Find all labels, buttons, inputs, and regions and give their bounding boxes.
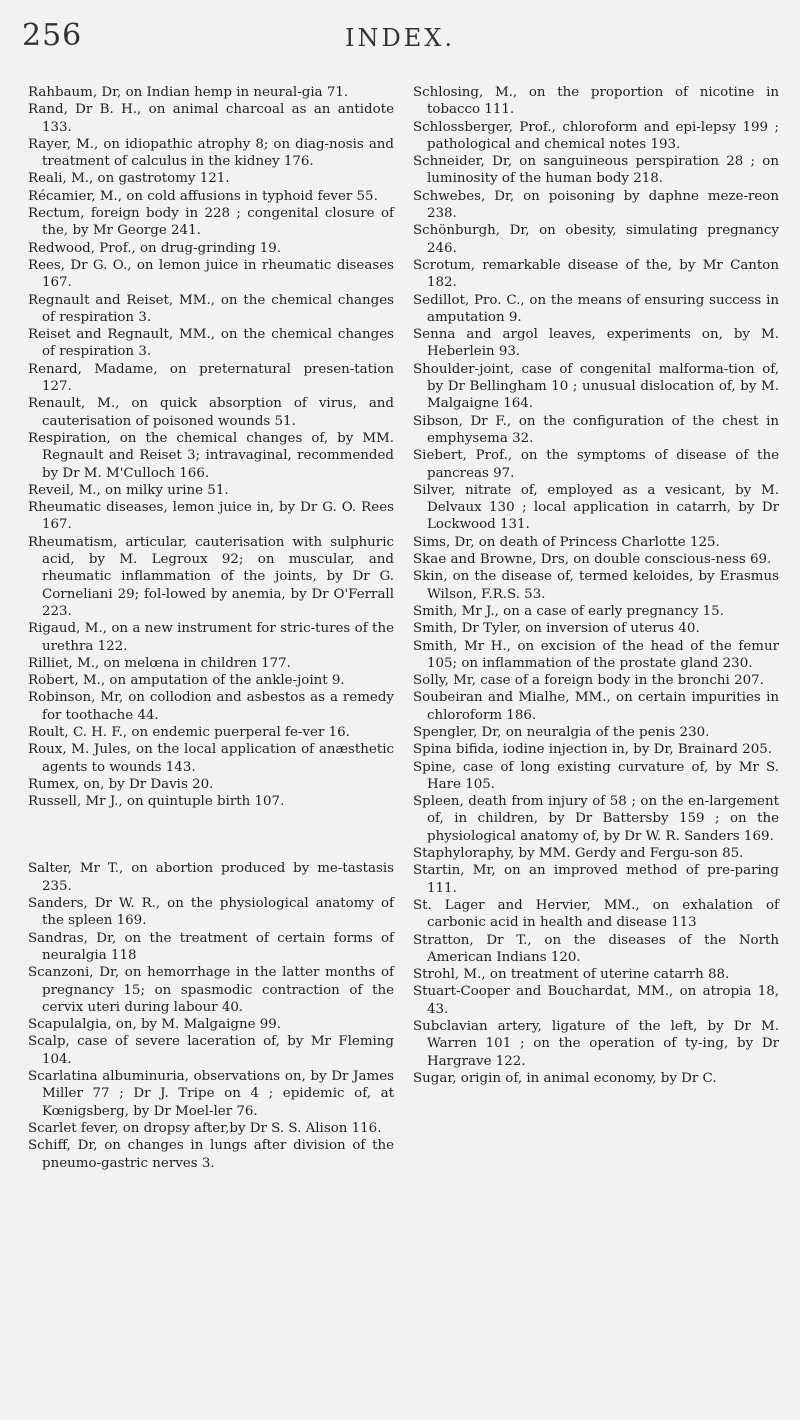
index-entry: Sibson, Dr F., on the configuration of the chest in emphysema 32. (413, 413, 779, 446)
index-entry: Reveil, M., on milky urine 51. (28, 482, 229, 498)
index-entry: Soubeiran and Mialhe, MM., on certain impurities in chloroform 186. (413, 690, 779, 723)
index-entry: Rilliet, M., on melœna in children 177. (28, 655, 291, 671)
index-entry: Schiff, Dr, on changes in lungs after division of the pneumo-gastric nerves 3. (28, 1138, 394, 1171)
index-entry: Spleen, death from injury of 58 ; on the en-largement of, in children, by Dr Battersby 159 ; on the physiological anatomy of, by Dr W. R. Sanders 169. (413, 794, 779, 844)
running-head: INDEX. (345, 24, 455, 52)
index-entry: Reiset and Regnault, MM., on the chemical changes of respiration 3. (28, 327, 394, 360)
left-column-s-entries (28, 860, 394, 1171)
index-entry: Scrotum, remarkable disease of the, by Mr Canton 182. (413, 257, 779, 291)
index-entry: Redwood, Prof., on drug-grinding 19. (28, 240, 282, 256)
index-entry: Schneider, Dr, on sanguineous perspiration 28 ; on luminosity of the human body 218. (413, 154, 779, 187)
index-entry: Reali, M., on gastrotomy 121. (28, 171, 230, 187)
index-entry: Schlossberger, Prof., chloroform and epi-lepsy 199 ; pathological and chemical notes 193. (413, 119, 779, 152)
index-entry: Schönburgh, Dr, on obesity, simulating pregnancy 246. (413, 223, 779, 256)
index-entry: Shoulder-joint, case of congenital malforma-tion of, by Dr Bellingham 10 ; unusual dislocation of, by M. Malgaigne 164. (413, 361, 779, 412)
index-entry: Rheumatic diseases, lemon juice in, by Dr G. O. Rees 167. (28, 500, 394, 533)
index-entry: Rees, Dr G. O., on lemon juice in rheumatic diseases 167. (28, 257, 394, 291)
index-entry: Spine, case of long existing curvature of, by Mr S. Hare 105. (413, 759, 779, 792)
index-entry: Senna and argol leaves, experiments on, by M. Heberlein 93. (413, 327, 779, 360)
index-entry: Rumex, on, by Dr Davis 20. (28, 776, 214, 792)
index-entry: Scarlet fever, on dropsy after,by Dr S. S. Alison 116. (28, 1120, 382, 1136)
index-entry: Roux, M. Jules, on the local application of anæsthetic agents to wounds 143. (28, 742, 394, 775)
left-column (28, 84, 394, 1172)
left-column-r-entries (28, 84, 394, 810)
index-entry: Smith, Mr H., on excision of the head of the femur 105; on inflammation of the prostate gland 230. (413, 638, 779, 671)
index-entry: Rayer, M., on idiopathic atrophy 8; on diag-nosis and treatment of calculus in the kidney 176. (28, 136, 394, 170)
index-entry: Rectum, foreign body in 228 ; congenital closure of the, by Mr George 241. (28, 206, 394, 239)
index-entry: Strohl, M., on treatment of uterine catarrh 88. (413, 967, 730, 983)
index-entry: Scarlatina albuminuria, observations on, by Dr James Miller 77 ; Dr J. Tripe on 4 ; epidemic of, at Kœnigsberg, by Dr Moel-ler 76. (28, 1069, 394, 1119)
page-number: 256 (22, 18, 83, 53)
index-entry: Salter, Mr T., on abortion produced by me-tastasis 235. (28, 861, 394, 894)
index-entry: Russell, Mr J., on quintuple birth 107. (28, 794, 285, 810)
index-entry: Respiration, on the chemical changes of, by MM. Regnault and Reiset 3; intravaginal, recommended by Dr M. M'Culloch 166. (28, 430, 394, 481)
index-entry: Renault, M., on quick absorption of virus, and cauterisation of poisoned wounds 51. (28, 396, 394, 429)
index-entry: Robert, M., on amputation of the ankle-joint 9. (28, 673, 345, 689)
index-entry: Sedillot, Pro. C., on the means of ensuring success in amputation 9. (413, 292, 779, 325)
index-entry: Renard, Madame, on preternatural presen-tation 127. (28, 361, 394, 395)
index-entry: Stuart-Cooper and Bouchardat, MM., on atropia 18, 43. (413, 984, 779, 1017)
index-entry: Regnault and Reiset, MM., on the chemical changes of respiration 3. (28, 292, 394, 325)
index-entry: Rheumatism, articular, cauterisation with sulphuric acid, by M. Legroux 92; on muscular, and rheumatic inflammation of the joints, by Dr G. Corneliani 29; fol-lowed by anemia, by Dr O'Ferrall 223. (28, 534, 394, 619)
right-column-entries (413, 84, 779, 1087)
index-entry: Staphyloraphy, by MM. Gerdy and Fergu-son 85. (413, 846, 744, 862)
index-entry: Scalp, case of severe laceration of, by Mr Fleming 104. (28, 1034, 394, 1067)
index-entry: Solly, Mr, case of a foreign body in the bronchi 207. (413, 673, 764, 689)
index-entry: Silver, nitrate of, employed as a vesicant, by M. Delvaux 130 ; local application in catarrh, by Dr Lockwood 131. (413, 482, 779, 533)
index-entry: Spina bifida, iodine injection in, by Dr, Brainard 205. (413, 742, 772, 758)
index-entry: Skae and Browne, Drs, on double conscious-ness 69. (413, 552, 772, 568)
index-entry: Spengler, Dr, on neuralgia of the penis 230. (413, 724, 710, 740)
index-entry: Rand, Dr B. H., on animal charcoal as an antidote 133. (28, 102, 394, 135)
index-entry: St. Lager and Hervier, MM., on exhalation of carbonic acid in health and disease 113 (413, 897, 779, 931)
index-entry: Sanders, Dr W. R., on the physiological anatomy of the spleen 169. (28, 896, 394, 929)
index-entry: Sandras, Dr, on the treatment of certain forms of neuralgia 118 (28, 930, 394, 963)
index-entry: Rahbaum, Dr, on Indian hemp in neural-gia 71. (28, 85, 349, 100)
index-entry: Sugar, origin of, in animal economy, by Dr C. (413, 1070, 717, 1086)
index-entry: Roult, C. H. F., on endemic puerperal fe-ver 16. (28, 724, 350, 740)
index-entry: Smith, Mr J., on a case of early pregnancy 15. (413, 603, 724, 619)
index-entry: Récamier, M., on cold affusions in typhoid fever 55. (28, 188, 378, 204)
index-entry: Schlosing, M., on the proportion of nicotine in tobacco 111. (413, 85, 779, 118)
index-entry: Schwebes, Dr, on poisoning by daphne meze-reon 238. (413, 188, 779, 222)
index-entry: Scanzoni, Dr, on hemorrhage in the latter months of pregnancy 15; on spasmodic contraction of the cervix uteri during labour 40. (28, 965, 394, 1015)
index-entry: Smith, Dr Tyler, on inversion of uterus 40. (413, 621, 700, 637)
section-gap (28, 810, 394, 860)
index-entry: Rigaud, M., on a new instrument for stric-tures of the urethra 122. (28, 621, 394, 654)
index-entry: Siebert, Prof., on the symptoms of disease of the pancreas 97. (413, 448, 779, 481)
index-entry: Sims, Dr, on death of Princess Charlotte 125. (413, 534, 720, 550)
index-entry: Stratton, Dr T., on the diseases of the North American Indians 120. (413, 932, 779, 965)
index-entry: Startin, Mr, on an improved method of pre-paring 111. (413, 863, 779, 896)
right-column (413, 84, 779, 1087)
index-entry: Scapulalgia, on, by M. Malgaigne 99. (28, 1017, 282, 1033)
index-entry: Skin, on the disease of, termed keloides, by Erasmus Wilson, F.R.S. 53. (413, 569, 779, 602)
index-entry: Subclavian artery, ligature of the left, by Dr M. Warren 101 ; on the operation of ty-ing, by Dr Hargrave 122. (413, 1019, 779, 1069)
index-entry: Robinson, Mr, on collodion and asbestos as a remedy for toothache 44. (28, 690, 394, 723)
